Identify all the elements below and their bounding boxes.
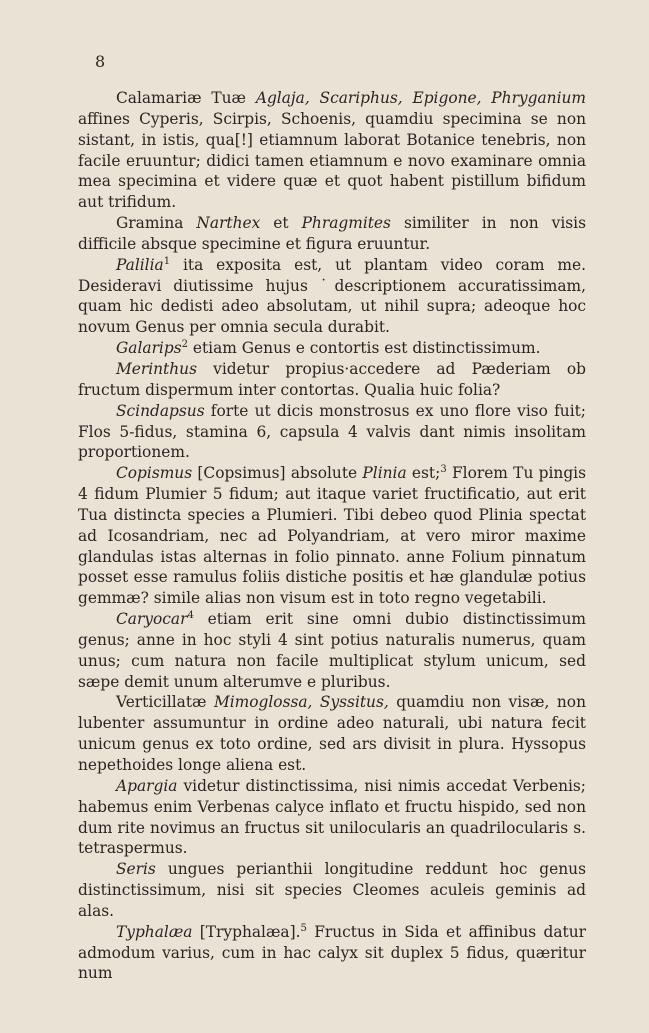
text-run: Gramina	[116, 214, 197, 233]
body-text	[78, 88, 586, 984]
paragraph	[78, 88, 586, 213]
text-run: ungues perianthii longitudine reddunt hoc genus distinctissimum, nisi sit species Cleomes aculeis geminis ad alas.	[78, 860, 586, 920]
text-run: [Tryphalæa].	[192, 922, 301, 941]
paragraph	[78, 859, 586, 922]
italic-term: Mimoglossa, Syssitus,	[213, 693, 389, 712]
text-run: [Copsimus] absolute	[192, 464, 363, 483]
text-run: ita exposita est, ut plantam video coram me. Desideravi diutissime hujus ˙descriptionem accuratissimam, quam hic dedisti adeo absolutam, ut nihil supra; adeoque hoc novum Genus per omnia secula durabit.	[78, 255, 586, 337]
text-run: Fructus in Sida et affinibus datur admodum varius, cum in hac calyx sit duplex 5 fidus, quæritur num	[78, 922, 586, 983]
italic-term: Phragmites	[301, 214, 391, 233]
italic-term: Aglaja, Scariphus, Epigone, Phryganium	[255, 89, 586, 107]
italic-term: Apargia	[116, 776, 178, 795]
footnote-mark: 3	[440, 464, 447, 476]
italic-term: Merinthus	[116, 359, 197, 378]
text-run: quamdiu non visæ, non lubenter assumuntur in ordine adeo naturali, ubi natura fecit unicum genus ex toto ordine, sed ars divisit in plura. Hyssopus nepethoides longe aliena est.	[78, 693, 586, 774]
footnote-mark: 5	[300, 922, 307, 934]
text-run: videtur propius·accedere ad Pæderiam ob fructum dispermum inter contortas. Qualia huic folia?	[78, 359, 586, 399]
footnote-mark: 2	[181, 339, 188, 350]
paragraph	[78, 255, 586, 338]
text-run: affines Cyperis, Scirpis, Schoenis, quamdiu specimina se non sistant, in istis, qua[!] etiamnum laborat Botanice tenebris, non facile eruuntur; didici tamen etiamnum e novo examinare omnia mea specimina et videre quæ et quot habent pistillum bifidum aut trifidum.	[78, 109, 586, 212]
footnote-mark: 1	[163, 255, 171, 267]
footnote-mark: 4	[187, 609, 194, 621]
italic-term: Seris	[116, 860, 156, 879]
italic-term: Copismus	[116, 464, 193, 483]
text-run: etiam Genus e contortis est distinctissimum.	[187, 339, 541, 358]
paragraph	[78, 922, 586, 985]
page-number: 8	[95, 52, 106, 71]
paragraph	[78, 359, 586, 401]
text-run: similiter in non visis difficile absque specimine et figura eruuntur.	[78, 214, 586, 253]
text-run: Verticillatæ	[116, 693, 214, 712]
italic-term: Caryocar	[116, 610, 188, 629]
paragraph	[78, 609, 586, 692]
paragraph	[78, 338, 586, 359]
paragraph	[78, 776, 586, 859]
paragraph	[78, 401, 586, 464]
paragraph	[78, 463, 586, 609]
paragraph	[78, 692, 586, 775]
italic-term: Plinia	[362, 464, 407, 483]
text-run: est;	[406, 464, 441, 483]
text-run: videtur distinctissima, nisi nimis accedat Verbenis; habemus enim Verbenas calyce inflato et fructu hispido, sed non dum rite novimus an fructus sit unilocularis an quadrilocularis s. tetraspermus.	[78, 776, 586, 858]
italic-term: Galarips	[116, 339, 182, 358]
text-run: etiam erit sine omni dubio distinctissimum genus; anne in hoc styli 4 sint potius naturalis numerus, quam unus; cum natura non facile multiplicat stylum unicum, sed sæpe demit unum alterumve e pluribus.	[78, 610, 586, 691]
italic-term: Narthex	[196, 214, 261, 233]
italic-term: Palilia	[116, 255, 164, 274]
text-run: et	[260, 214, 302, 233]
text-run: forte ut dicis monstrosus ex uno flore viso fuit; Flos 5-fidus, stamina 6, capsula 4 valvis dant nimis insolitam proportionem.	[78, 401, 586, 462]
text-run: Florem Tu pingis 4 fidum Plumier 5 fidum; aut itaque variet fructificatio, aut erit Tua distincta species a Plumieri. Tibi debeo quod Plinia spectat ad Icosandriam, nec ad Polyandriam, at vero miror maxime glandulas istas alternas in folio pinnato. anne Folium pinnatum posset esse ramulus foliis distiche positis et hæ glandulæ potius gemmæ? simile alias non visum est in toto regno vegetabili.	[78, 464, 586, 608]
paragraph	[78, 213, 586, 255]
italic-term: Scindapsus	[116, 401, 205, 420]
text-run: Calamariæ Tuæ	[116, 89, 256, 107]
italic-term: Typhalæa	[116, 922, 193, 941]
